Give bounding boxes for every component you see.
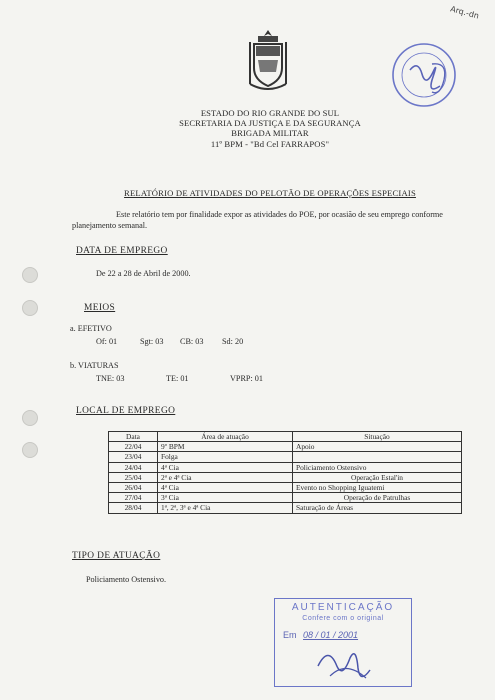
date-cell: 26/04 (109, 482, 158, 492)
efetivo-item: CB: 03 (180, 337, 204, 346)
efetivo-item: Of: 01 (96, 337, 118, 346)
area-cell: 1ª, 2ª, 3ª e 4ª Cia (158, 503, 293, 513)
efetivo-item: Sgt: 03 (140, 337, 164, 346)
table-row (109, 482, 462, 492)
tipo-text: Policiamento Ostensivo. (86, 575, 167, 584)
efetivo-item: Sd: 20 (222, 337, 244, 346)
header-line: ESTADO DO RIO GRANDE DO SUL (200, 108, 340, 118)
viaturas-item: TNE: 03 (96, 374, 125, 383)
section-heading-meios: MEIOS (84, 303, 116, 313)
status-cell: Evento no Shopping Iguatemi (293, 482, 462, 492)
date-cell: 23/04 (109, 452, 158, 462)
status-cell: Policiamento Ostensivo (293, 462, 462, 472)
status-cell: Saturação de Áreas (293, 503, 462, 513)
stamp-date: 08 / 01 / 2001 (303, 630, 359, 640)
corner-annotation: Arq.-dn (449, 4, 480, 21)
viaturas-item: TE: 01 (166, 374, 189, 383)
status-cell: Apoio (293, 442, 462, 452)
stamp-subtitle: Confere com o original (302, 615, 384, 622)
report-title: RELATÓRIO DE ATIVIDADES DO PELOTÃO DE OPERAÇÕES ESPECIAIS (124, 188, 416, 198)
viaturas-label: b. VIATURAS (70, 361, 119, 370)
area-cell: 4ª Cia (158, 462, 293, 472)
institution-header (120, 108, 420, 149)
punch-hole (22, 442, 38, 458)
table-row (109, 493, 462, 503)
area-cell: 9º BPM (158, 442, 293, 452)
column-header: Situação (293, 432, 462, 442)
table-row (109, 472, 462, 482)
table-row (109, 503, 462, 513)
table-row (109, 462, 462, 472)
round-seal-icon (388, 40, 460, 110)
date-cell: 28/04 (109, 503, 158, 513)
viaturas-item: VPRP: 01 (230, 374, 263, 383)
section-heading-tipo: TIPO DE ATUAÇÃO (72, 551, 161, 561)
area-cell: 3ª Cia (158, 493, 293, 503)
date-cell: 25/04 (109, 472, 158, 482)
schedule-table (108, 431, 462, 514)
stamp-date-line (283, 630, 411, 640)
status-cell: Operação de Patrulhas (293, 493, 462, 503)
date-cell: 24/04 (109, 462, 158, 472)
table-row (109, 452, 462, 462)
area-cell: Folga (158, 452, 293, 462)
header-line: BRIGADA MILITAR (231, 128, 309, 139)
signature-icon (310, 640, 380, 690)
coat-of-arms-icon (246, 28, 290, 92)
status-cell (293, 452, 462, 462)
data-emprego-text: De 22 a 28 de Abril de 2000. (96, 269, 191, 278)
stamp-date-prefix: Em (283, 630, 297, 640)
punch-hole (22, 410, 38, 426)
intro-paragraph: Este relatório tem por finalidade expor as atividades do POE, por ocasião de seu emprego conforme planejamento semanal. (72, 210, 443, 230)
table-row (109, 442, 462, 452)
area-cell: 2ª e 4ª Cia (158, 472, 293, 482)
date-cell: 22/04 (109, 442, 158, 452)
column-header: Data (109, 432, 158, 442)
status-cell: Operação Estal'in (293, 472, 462, 482)
table-header-row (109, 432, 462, 442)
date-cell: 27/04 (109, 493, 158, 503)
header-line: 11º BPM - "Bd Cel FARRAPOS" (210, 138, 330, 149)
header-line: SECRETARIA DA JUSTIÇA E DA SEGURANÇA (179, 118, 361, 129)
area-cell: 4ª Cia (158, 482, 293, 492)
punch-hole (22, 300, 38, 316)
efetivo-label: a. EFETIVO (70, 324, 112, 333)
stamp-title: AUTENTICAÇÃO (291, 602, 395, 613)
column-header: Área de atuação (158, 432, 293, 442)
punch-hole (22, 267, 38, 283)
section-heading-local: LOCAL DE EMPREGO (76, 406, 176, 416)
section-heading-data: DATA DE EMPREGO (76, 246, 168, 256)
